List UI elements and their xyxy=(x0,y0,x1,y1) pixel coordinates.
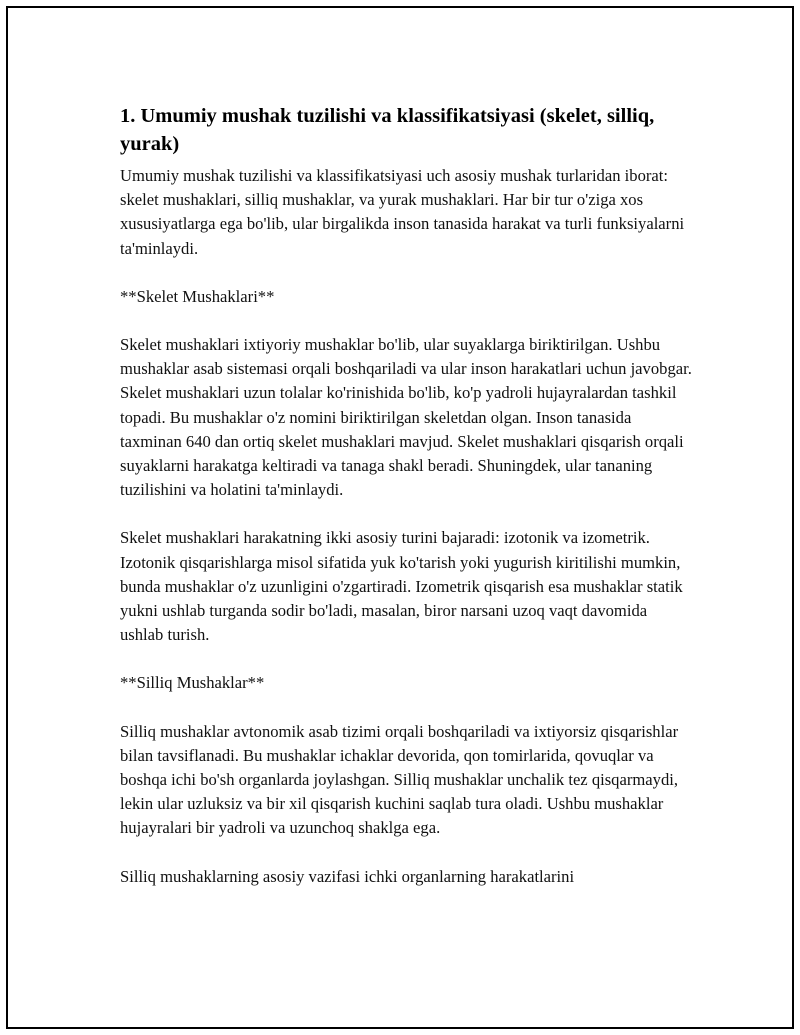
paragraph-skelet-1: Skelet mushaklari ixtiyoriy mushaklar bo'lib, ular suyaklarga biriktirilgan. Ushbu mushaklar asab sistemasi orqali boshqariladi va ular inson harakatlari uchun javobgar. Skelet mushaklari uzun tolalar ko'rinishida bo'lib, ko'p yadroli hujayralardan tashkil topadi. Bu mushaklar o'z nomini biriktirilgan skeletdan olgan. Inson tanasida taxminan 640 dan ortiq skelet mushaklari mavjud. Skelet mushaklari qisqarish orqali suyaklarni harakatga keltiradi va tanaga shakl beradi. Shuningdek, ular tananing tuzilishini va holatini ta'minlaydi. xyxy=(120,335,692,500)
paragraph-skelet-2: Skelet mushaklari harakatning ikki asosiy turini bajaradi: izotonik va izometrik. Izotonik qisqarishlarga misol sifatida yuk ko'tarish yoki yugurish kiritilishi mumkin, bunda mushaklar o'z uzunligini o'zgartiradi. Izometrik qisqarish esa mushaklar statik yukni ushlab turganda sodir bo'ladi, masalan, biror narsani uzoq vaqt davomida ushlab turish. xyxy=(120,528,683,645)
subheading-skelet: **Skelet Mushaklari** xyxy=(120,286,275,306)
section-heading: 1. Umumiy mushak tuzilishi va klassifikatsiyasi (skelet, silliq, yurak) xyxy=(120,105,655,155)
paragraph-silliq-2: Silliq mushaklarning asosiy vazifasi ichki organlarning harakatlarini xyxy=(120,866,575,886)
page-frame xyxy=(6,6,794,1029)
document-body xyxy=(120,102,692,913)
paragraph-intro: Umumiy mushak tuzilishi va klassifikatsiyasi uch asosiy mushak turlaridan iborat: skelet mushaklari, silliq mushaklar, va yurak mushaklari. Har bir tur o'ziga xos xususiyatlarga ega bo'lib, ular birgalikda inson tanasida harakat va turli funksiyalarni ta'minlaydi. xyxy=(120,166,685,258)
subheading-silliq: **Silliq Mushaklar** xyxy=(120,673,265,693)
paragraph-silliq-1: Silliq mushaklar avtonomik asab tizimi orqali boshqariladi va ixtiyorsiz qisqarishlar bilan tavsiflanadi. Bu mushaklar ichaklar devorida, qon tomirlarida, qovuqlar va boshqa ichi bo'sh organlarda joylashgan. Silliq mushaklar unchalik tez qisqarmaydi, lekin ular uzluksiz va bir xil qisqarish kuchini saqlab tura oladi. Ushbu mushaklar hujayralari bir yadroli va uzunchoq shaklga ega. xyxy=(120,721,679,838)
